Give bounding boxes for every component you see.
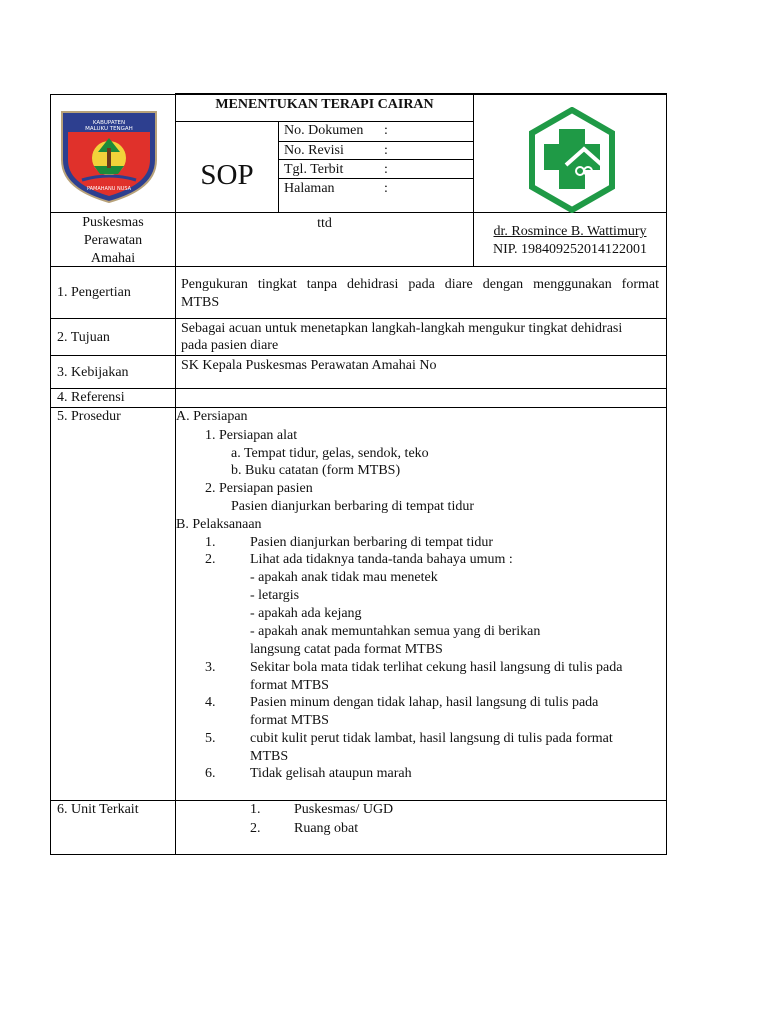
unit-number: 2. <box>250 821 261 836</box>
step-text: Pasien dianjurkan berbaring di tempat tidur <box>250 535 493 550</box>
step-text: Sekitar bola mata tidak terlihat cekung hasil langsung di tulis pada <box>250 660 623 675</box>
step-text: format MTBS <box>250 678 329 693</box>
facility-line-3: Amahai <box>90 251 136 266</box>
step-text: - apakah anak tidak mau menetek <box>250 570 438 585</box>
kebijakan-text: SK Kepala Puskesmas Perawatan Amahai No <box>181 358 437 373</box>
step-text: format MTBS <box>250 713 329 728</box>
prosedur-a1a: a. Tempat tidur, gelas, sendok, teko <box>231 446 429 461</box>
signer-name: dr. Rosmince B. Wattimury <box>493 224 647 239</box>
unit-number: 1. <box>250 802 261 817</box>
tujuan-text: Sebagai acuan untuk menetapkan langkah-langkah mengukur tingkat dehidrasi <box>181 321 623 336</box>
pengertian-text: MTBS <box>181 295 220 310</box>
prosedur-a2-text: Pasien dianjurkan berbaring di tempat tidur <box>231 499 474 514</box>
label-prosedur: 5. Prosedur <box>57 409 121 424</box>
meta-sep: : <box>384 162 388 177</box>
tujuan-text: pada pasien diare <box>181 338 279 353</box>
label-kebijakan: 3. Kebijakan <box>57 365 129 380</box>
meta-label-tgl-terbit: Tgl. Terbit <box>284 162 344 177</box>
facility-line-1: Puskesmas <box>82 215 144 230</box>
step-number: 4. <box>205 695 216 710</box>
sop-label: SOP <box>200 159 254 191</box>
facility-line-2: Perawatan <box>83 233 143 248</box>
svg-text:MALUKU TENGAH: MALUKU TENGAH <box>85 126 133 132</box>
prosedur-a2: 2. Persiapan pasien <box>205 481 313 496</box>
signer-nip: NIP. 198409252014122001 <box>492 242 647 257</box>
step-text: - letargis <box>250 588 300 603</box>
meta-sep: : <box>384 123 388 138</box>
step-text: cubit kulit perut tidak lambat, hasil langsung di tulis pada format <box>250 731 613 746</box>
step-number: 3. <box>205 660 216 675</box>
label-referensi: 4. Referensi <box>57 390 125 405</box>
step-text: langsung catat pada format MTBS <box>250 642 443 657</box>
prosedur-a1: 1. Persiapan alat <box>205 428 298 443</box>
prosedur-a-heading: A. Persiapan <box>176 409 248 424</box>
svg-text:KABUPATEN: KABUPATEN <box>92 120 126 126</box>
meta-sep: : <box>384 143 388 158</box>
label-pengertian: 1. Pengertian <box>57 285 131 300</box>
step-number: 5. <box>205 731 216 746</box>
step-number: 1. <box>205 535 216 550</box>
label-tujuan: 2. Tujuan <box>57 330 110 345</box>
svg-text:PAMAHANU NUSA: PAMAHANU NUSA <box>86 186 132 192</box>
prosedur-a1b: b. Buku catatan (form MTBS) <box>231 463 401 478</box>
puskesmas-logo <box>528 107 616 213</box>
label-unit-terkait: 6. Unit Terkait <box>57 802 139 817</box>
step-text: Pasien minum dengan tidak lahap, hasil langsung di tulis pada <box>250 695 599 710</box>
pengertian-text: Pengukuran tingkat tanpa dehidrasi pada diare dengan menggunakan format <box>181 277 659 292</box>
document-title: MENENTUKAN TERAPI CAIRAN <box>215 97 434 112</box>
regency-crest-logo <box>60 110 158 204</box>
step-text: Tidak gelisah ataupun marah <box>250 766 412 781</box>
step-text: - apakah anak memuntahkan semua yang di berikan <box>250 624 541 639</box>
meta-label-no-dokumen: No. Dokumen <box>284 123 364 138</box>
step-number: 2. <box>205 552 216 567</box>
step-text: Lihat ada tidaknya tanda-tanda bahaya umum : <box>250 552 513 567</box>
step-text: MTBS <box>250 749 289 764</box>
meta-label-no-revisi: No. Revisi <box>284 143 344 158</box>
step-text: - apakah ada kejang <box>250 606 362 621</box>
meta-sep: : <box>384 181 388 196</box>
step-number: 6. <box>205 766 216 781</box>
meta-label-halaman: Halaman <box>284 181 335 196</box>
signature-ttd: ttd <box>317 216 332 231</box>
prosedur-b-heading: B. Pelaksanaan <box>176 517 262 532</box>
unit-item: Ruang obat <box>294 821 359 836</box>
unit-item: Puskesmas/ UGD <box>294 802 394 817</box>
